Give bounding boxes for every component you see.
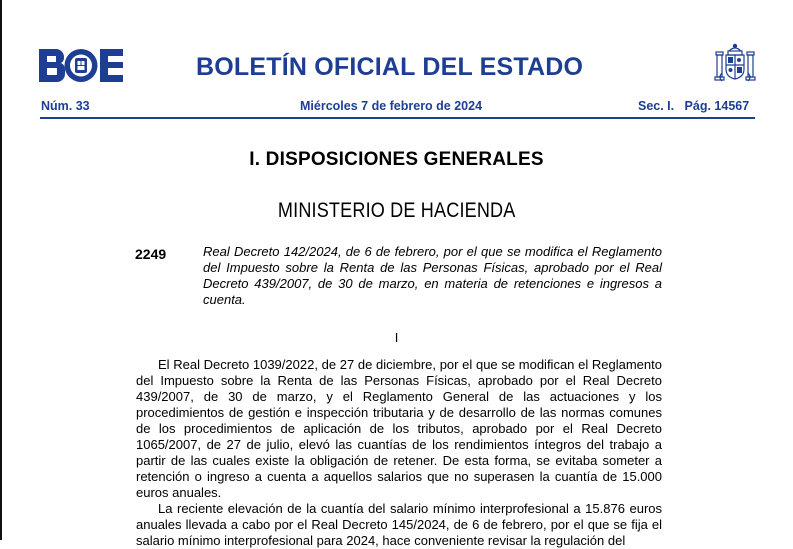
paragraph: El Real Decreto 1039/2022, de 27 de diciembre, por el que se modifican el Reglamento del Impuesto sobre la Renta de las Personas Físicas, aprobado por el Real Decreto 439/2007, de 30 de marzo, y el Reglamento General de las actuaciones y los procedimientos de gestión e inspección tributaria y de desarrollo de las normas comunes de los procedimientos de aplicación de los tributos, aprobado por el Real Decreto 1065/2007, de 27 de julio, elevó las cuantías de los rendimientos íntegros del trabajo a partir de las cuales existe la obligación de retener. De esta forma, se evitaba someter a retención o ingreso a cuenta a aquellos salarios que no superasen la cuantía de 15.000 euros anuales. (136, 357, 662, 500)
section-title: I. DISPOSICIONES GENERALES (249, 149, 544, 170)
section-page: Sec. I. Pág. 14567 (638, 99, 750, 113)
left-border (0, 0, 2, 540)
disposition-summary: Real Decreto 142/2024, de 6 de febrero, por el que se modifica el Reglamento del Impuesto sobre la Renta de las Personas Físicas, aprobado por el Real Decreto 439/2007, de 30 de marzo, en materia de retenciones e ingresos a cuenta. (203, 244, 662, 307)
ministry-title: MINISTERIO DE HACIENDA (277, 199, 516, 222)
body-text (136, 357, 662, 549)
paragraph: La reciente elevación de la cuantía del salario mínimo interprofesional a 15.876 euros anuales llevada a cabo por el Real Decreto 145/2024, de 6 de febrero, por el que se fija el salario mínimo interprofesional para 2024, hace conveniente revisar la regulación del (136, 501, 662, 548)
disposition-number: 2249 (135, 246, 167, 262)
header-rule (40, 117, 755, 119)
boe-logo (39, 49, 123, 82)
coat-of-arms-icon (714, 43, 756, 87)
journal-title: BOLETÍN OFICIAL DEL ESTADO (196, 53, 584, 81)
publication-date: Miércoles 7 de febrero de 2024 (300, 99, 483, 113)
roman-heading: I (394, 330, 399, 345)
issue-number: Núm. 33 (41, 99, 90, 113)
